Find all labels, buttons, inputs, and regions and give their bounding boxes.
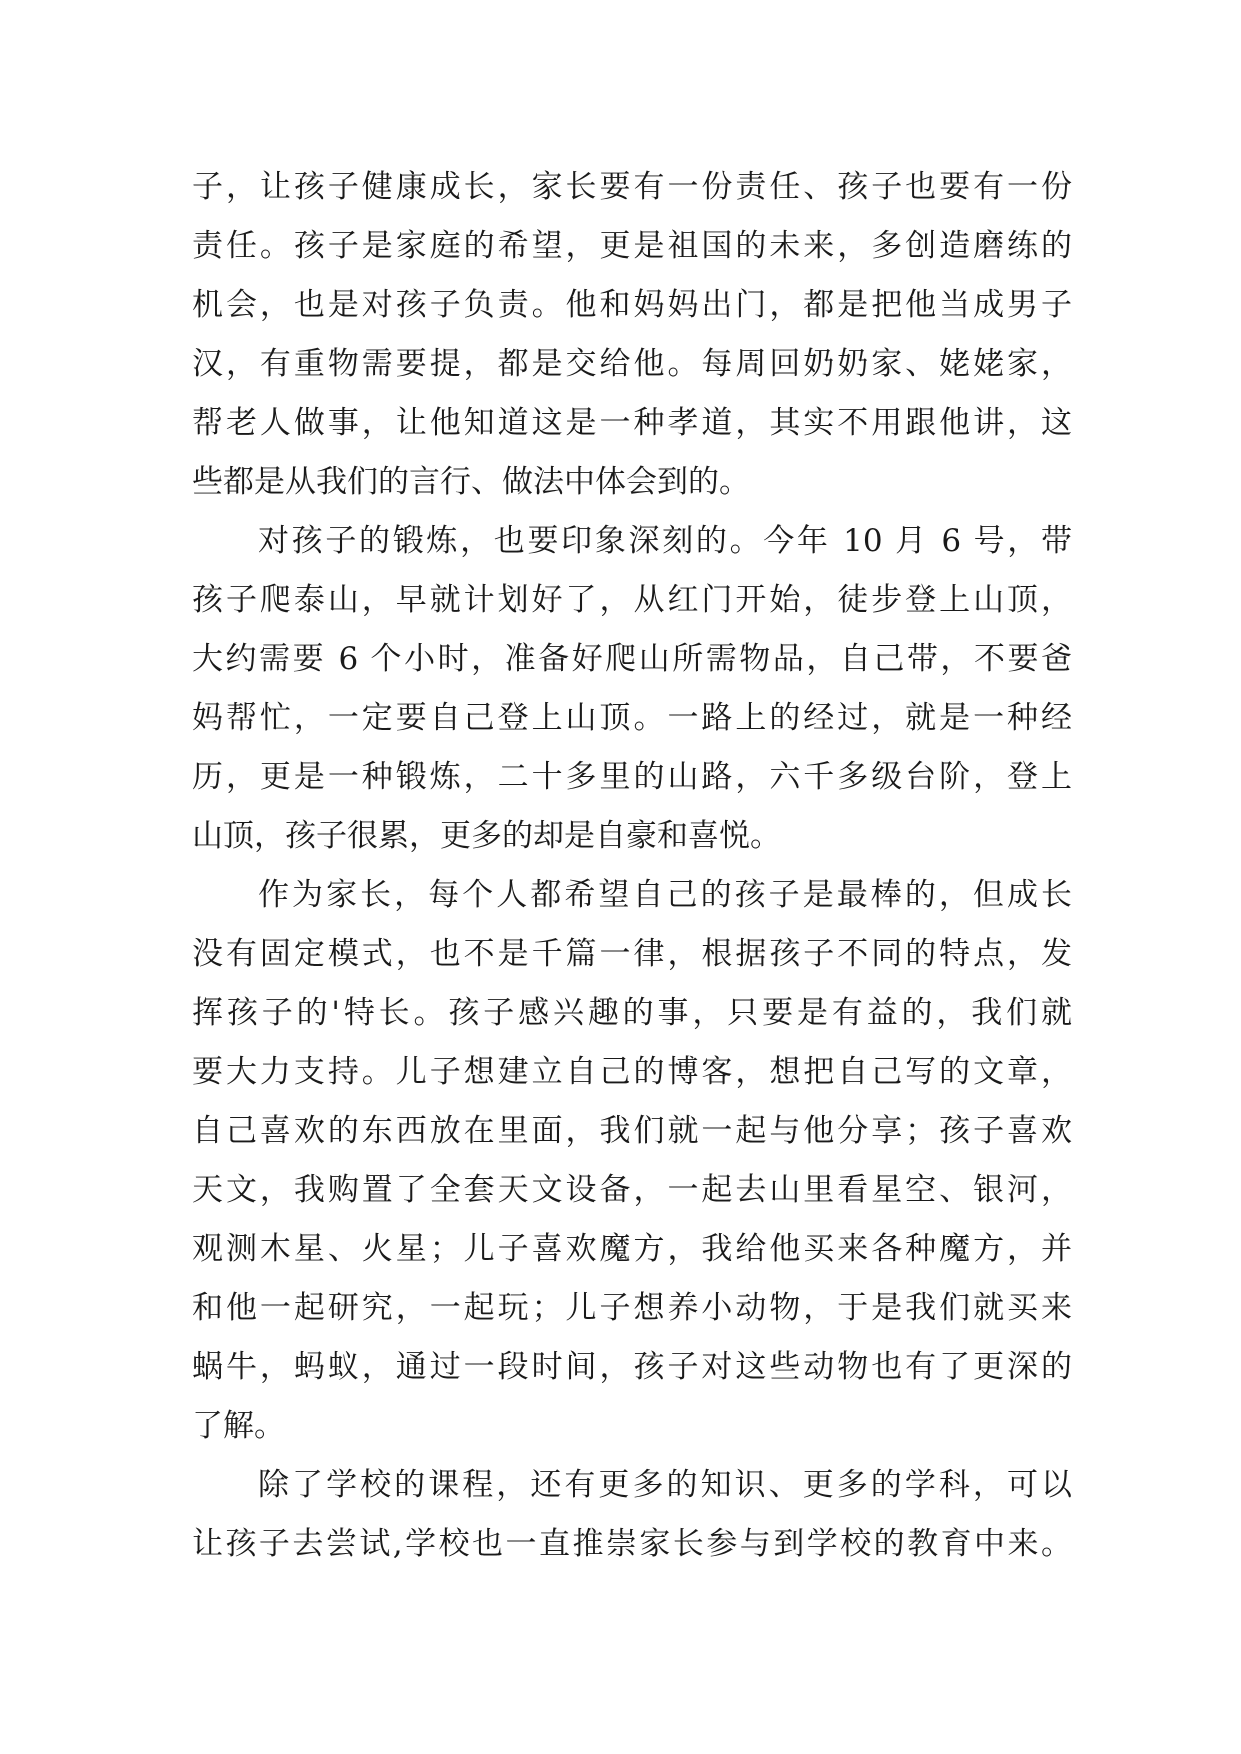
text-line: 对孩子的锻炼，也要印象深刻的。今年 10 月 6 号，带 (258, 523, 1072, 559)
text-line: 除了学校的课程，还有更多的知识、更多的学科，可以 (258, 1467, 1072, 1503)
text-line: 自己喜欢的东西放在里面，我们就一起与他分享；孩子喜欢 (192, 1113, 1072, 1149)
paragraph-2 (192, 512, 1072, 866)
text-line: 些都是从我们的言行、做法中体会到的。 (192, 464, 750, 500)
text-line: 汉，有重物需要提，都是交给他。每周回奶奶家、姥姥家， (192, 346, 1072, 382)
paragraph-3 (192, 866, 1072, 1456)
text-line: 观测木星、火星；儿子喜欢魔方，我给他买来各种魔方，并 (192, 1231, 1072, 1267)
text-line: 大约需要 6 个小时，准备好爬山所需物品，自己带，不要爸 (192, 641, 1072, 677)
paragraph-1 (192, 158, 1072, 512)
text-line: 孩子爬泰山，早就计划好了，从红门开始，徒步登上山顶， (192, 582, 1072, 618)
text-line: 妈帮忙，一定要自己登上山顶。一路上的经过，就是一种经 (192, 700, 1072, 736)
body-text (192, 158, 1072, 1574)
text-line: 天文，我购置了全套天文设备，一起去山里看星空、银河， (192, 1172, 1072, 1208)
text-line: 历，更是一种锻炼，二十多里的山路，六千多级台阶，登上 (192, 759, 1072, 795)
paragraph-4 (192, 1456, 1072, 1574)
text-line: 要大力支持。儿子想建立自己的博客，想把自己写的文章， (192, 1054, 1072, 1090)
text-line: 作为家长，每个人都希望自己的孩子是最棒的，但成长 (258, 877, 1072, 913)
text-line: 没有固定模式，也不是千篇一律，根据孩子不同的特点，发 (192, 936, 1072, 972)
text-line: 了解。 (192, 1408, 285, 1444)
text-line: 责任。孩子是家庭的希望，更是祖国的未来，多创造磨练的 (192, 228, 1072, 264)
text-line: 和他一起研究，一起玩；儿子想养小动物，于是我们就买来 (192, 1290, 1072, 1326)
text-line: 山顶，孩子很累，更多的却是自豪和喜悦。 (192, 818, 781, 854)
text-line: 帮老人做事，让他知道这是一种孝道，其实不用跟他讲，这 (192, 405, 1072, 441)
text-line: 挥孩子的'特长。孩子感兴趣的事，只要是有益的，我们就 (192, 995, 1072, 1031)
text-line: 机会，也是对孩子负责。他和妈妈出门，都是把他当成男子 (192, 287, 1072, 323)
text-line: 子，让孩子健康成长，家长要有一份责任、孩子也要有一份 (192, 169, 1072, 205)
text-line: 让孩子去尝试,学校也一直推崇家长参与到学校的教育中来。 (192, 1526, 1072, 1562)
text-line: 蜗牛，蚂蚁，通过一段时间，孩子对这些动物也有了更深的 (192, 1349, 1072, 1385)
